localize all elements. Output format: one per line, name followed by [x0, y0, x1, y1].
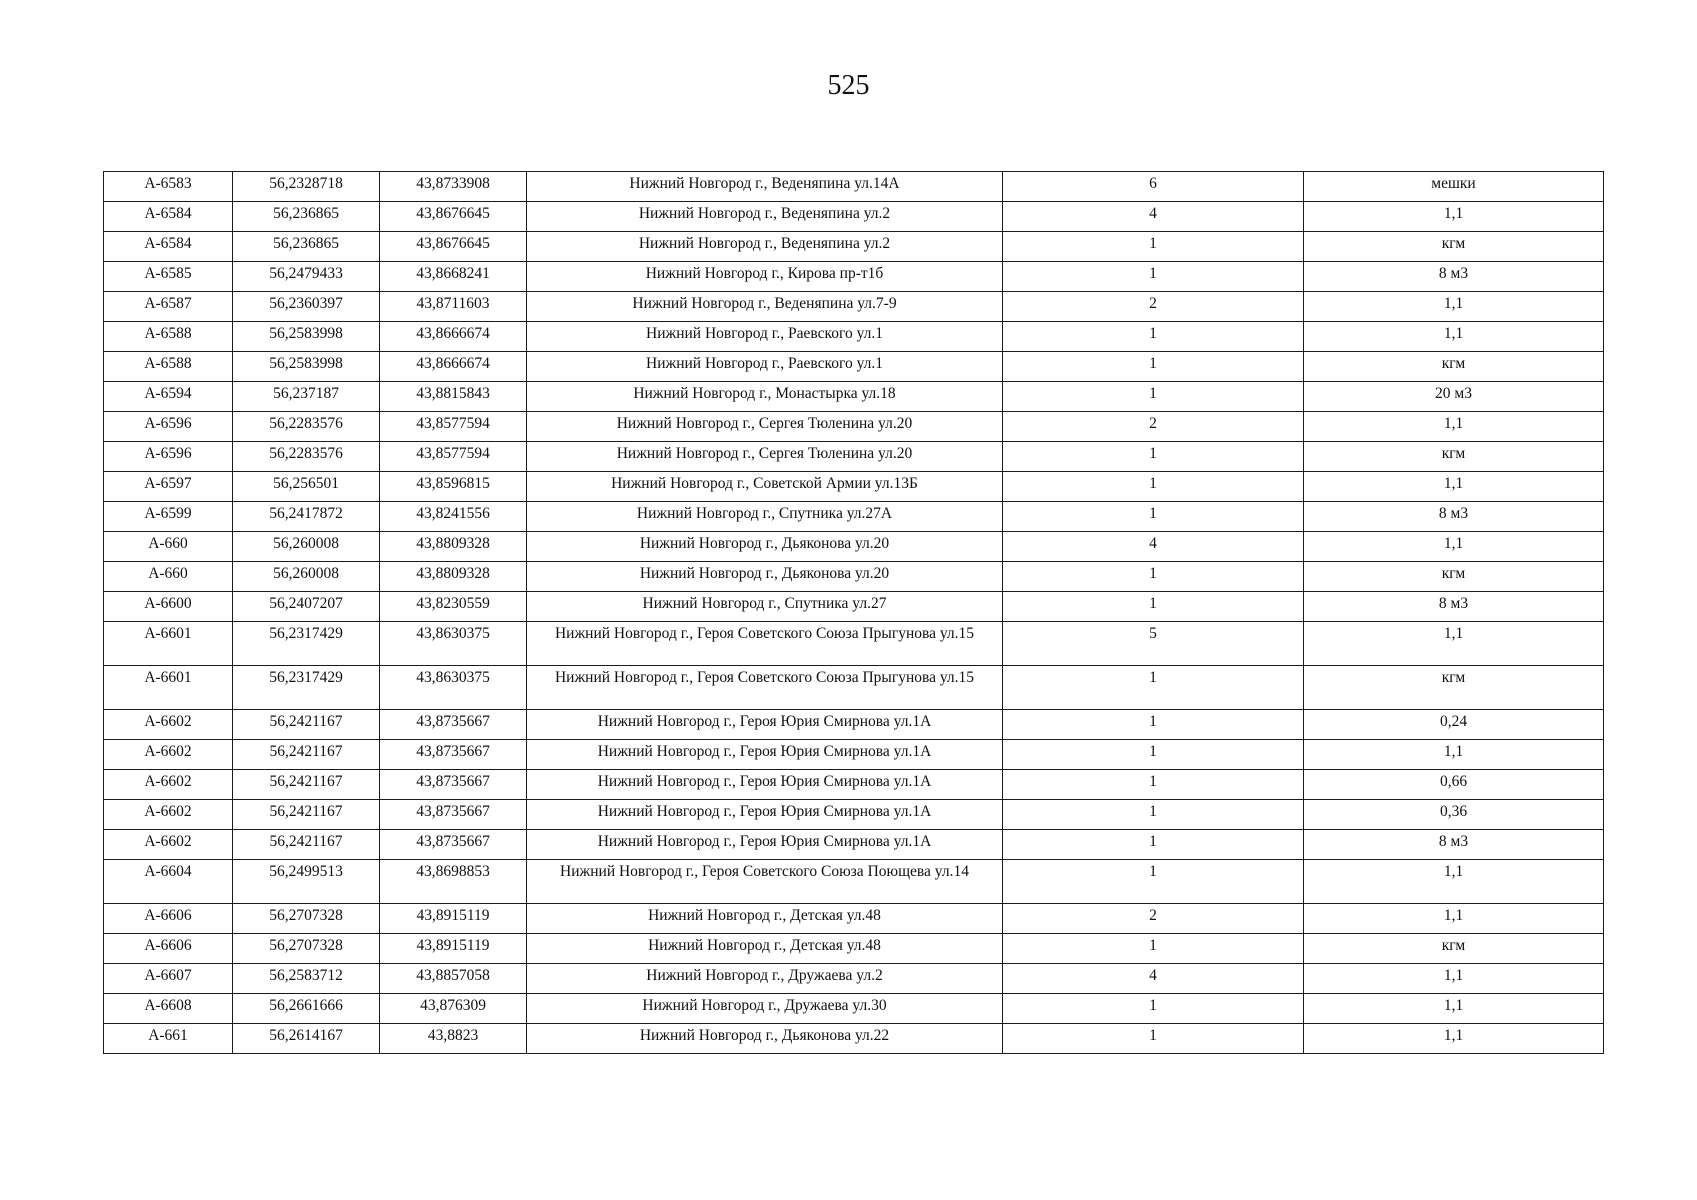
table-row [104, 830, 1604, 860]
container-count-cell: 1 [1003, 472, 1304, 502]
container-volume-cell: кгм [1304, 442, 1604, 472]
address-cell: Нижний Новгород г., Веденяпина ул.2 [527, 202, 1003, 232]
site-id-cell: А-6602 [104, 740, 233, 770]
longitude-cell: 43,8230559 [380, 592, 527, 622]
table-row [104, 710, 1604, 740]
container-count-cell: 1 [1003, 592, 1304, 622]
address-cell: Нижний Новгород г., Сергея Тюленина ул.20 [527, 442, 1003, 472]
container-volume-cell: 1,1 [1304, 202, 1604, 232]
container-volume-cell: 8 м3 [1304, 262, 1604, 292]
latitude-cell: 56,2328718 [233, 172, 380, 202]
site-id-cell: А-661 [104, 1024, 233, 1054]
site-id-cell: А-6588 [104, 352, 233, 382]
container-volume-cell: 0,24 [1304, 710, 1604, 740]
longitude-cell: 43,8823 [380, 1024, 527, 1054]
address-cell: Нижний Новгород г., Детская ул.48 [527, 934, 1003, 964]
table-row [104, 800, 1604, 830]
container-volume-cell: мешки [1304, 172, 1604, 202]
table-row [104, 382, 1604, 412]
latitude-cell: 56,2317429 [233, 622, 380, 666]
longitude-cell: 43,8698853 [380, 860, 527, 904]
latitude-cell: 56,2421167 [233, 710, 380, 740]
table-row [104, 592, 1604, 622]
latitude-cell: 56,2583998 [233, 352, 380, 382]
latitude-cell: 56,236865 [233, 202, 380, 232]
container-count-cell: 1 [1003, 740, 1304, 770]
table-row [104, 562, 1604, 592]
address-cell: Нижний Новгород г., Героя Юрия Смирнова ул.1А [527, 740, 1003, 770]
container-volume-cell: кгм [1304, 562, 1604, 592]
longitude-cell: 43,8735667 [380, 770, 527, 800]
container-count-cell: 1 [1003, 710, 1304, 740]
container-volume-cell: кгм [1304, 666, 1604, 710]
address-cell: Нижний Новгород г., Спутника ул.27 [527, 592, 1003, 622]
address-cell: Нижний Новгород г., Веденяпина ул.2 [527, 232, 1003, 262]
table-row [104, 532, 1604, 562]
longitude-cell: 43,8735667 [380, 740, 527, 770]
address-cell: Нижний Новгород г., Детская ул.48 [527, 904, 1003, 934]
container-volume-cell: 1,1 [1304, 322, 1604, 352]
longitude-cell: 43,876309 [380, 994, 527, 1024]
container-volume-cell: 1,1 [1304, 994, 1604, 1024]
table-row [104, 202, 1604, 232]
table-row [104, 502, 1604, 532]
container-volume-cell: 1,1 [1304, 472, 1604, 502]
container-count-cell: 6 [1003, 172, 1304, 202]
longitude-cell: 43,8815843 [380, 382, 527, 412]
container-volume-cell: 0,66 [1304, 770, 1604, 800]
address-cell: Нижний Новгород г., Веденяпина ул.7-9 [527, 292, 1003, 322]
site-id-cell: А-6584 [104, 232, 233, 262]
container-count-cell: 4 [1003, 532, 1304, 562]
address-cell: Нижний Новгород г., Раевского ул.1 [527, 322, 1003, 352]
container-volume-cell: 8 м3 [1304, 830, 1604, 860]
site-id-cell: А-6604 [104, 860, 233, 904]
longitude-cell: 43,8666674 [380, 322, 527, 352]
longitude-cell: 43,8596815 [380, 472, 527, 502]
address-cell: Нижний Новгород г., Героя Советского Союза Прыгунова ул.15 [527, 622, 1003, 666]
address-cell: Нижний Новгород г., Дьяконова ул.20 [527, 562, 1003, 592]
container-volume-cell: 1,1 [1304, 1024, 1604, 1054]
container-count-cell: 1 [1003, 352, 1304, 382]
table-row [104, 934, 1604, 964]
latitude-cell: 56,2283576 [233, 412, 380, 442]
address-cell: Нижний Новгород г., Дружаева ул.30 [527, 994, 1003, 1024]
site-id-cell: А-6606 [104, 904, 233, 934]
container-count-cell: 1 [1003, 382, 1304, 412]
site-id-cell: А-6602 [104, 710, 233, 740]
table-row [104, 1024, 1604, 1054]
site-id-cell: А-6606 [104, 934, 233, 964]
site-id-cell: А-6588 [104, 322, 233, 352]
table-row [104, 860, 1604, 904]
table-row [104, 172, 1604, 202]
container-count-cell: 1 [1003, 322, 1304, 352]
container-volume-cell: 1,1 [1304, 622, 1604, 666]
latitude-cell: 56,2417872 [233, 502, 380, 532]
latitude-cell: 56,2707328 [233, 934, 380, 964]
longitude-cell: 43,8676645 [380, 232, 527, 262]
table-body [104, 172, 1604, 1054]
container-count-cell: 1 [1003, 860, 1304, 904]
longitude-cell: 43,8676645 [380, 202, 527, 232]
address-cell: Нижний Новгород г., Советской Армии ул.13Б [527, 472, 1003, 502]
container-volume-cell: 1,1 [1304, 964, 1604, 994]
site-id-cell: А-6596 [104, 442, 233, 472]
longitude-cell: 43,8735667 [380, 710, 527, 740]
container-volume-cell: кгм [1304, 232, 1604, 262]
container-volume-cell: 1,1 [1304, 292, 1604, 322]
longitude-cell: 43,8809328 [380, 532, 527, 562]
site-id-cell: А-6601 [104, 666, 233, 710]
table-row [104, 904, 1604, 934]
address-cell: Нижний Новгород г., Спутника ул.27А [527, 502, 1003, 532]
container-volume-cell: 0,36 [1304, 800, 1604, 830]
site-id-cell: А-6585 [104, 262, 233, 292]
site-id-cell: А-6602 [104, 800, 233, 830]
container-count-cell: 1 [1003, 934, 1304, 964]
container-count-cell: 5 [1003, 622, 1304, 666]
longitude-cell: 43,8809328 [380, 562, 527, 592]
container-volume-cell: 1,1 [1304, 740, 1604, 770]
table-row [104, 412, 1604, 442]
latitude-cell: 56,2360397 [233, 292, 380, 322]
site-id-cell: А-6600 [104, 592, 233, 622]
address-cell: Нижний Новгород г., Героя Советского Союза Поющева ул.14 [527, 860, 1003, 904]
address-cell: Нижний Новгород г., Дьяконова ул.20 [527, 532, 1003, 562]
latitude-cell: 56,2421167 [233, 770, 380, 800]
container-volume-cell: 1,1 [1304, 412, 1604, 442]
latitude-cell: 56,2614167 [233, 1024, 380, 1054]
address-cell: Нижний Новгород г., Героя Юрия Смирнова ул.1А [527, 770, 1003, 800]
latitude-cell: 56,2479433 [233, 262, 380, 292]
container-count-cell: 1 [1003, 666, 1304, 710]
address-cell: Нижний Новгород г., Веденяпина ул.14А [527, 172, 1003, 202]
longitude-cell: 43,8711603 [380, 292, 527, 322]
container-volume-cell: 1,1 [1304, 532, 1604, 562]
longitude-cell: 43,8668241 [380, 262, 527, 292]
longitude-cell: 43,8577594 [380, 412, 527, 442]
site-id-cell: А-660 [104, 532, 233, 562]
latitude-cell: 56,2707328 [233, 904, 380, 934]
address-cell: Нижний Новгород г., Героя Юрия Смирнова ул.1А [527, 830, 1003, 860]
longitude-cell: 43,8666674 [380, 352, 527, 382]
site-id-cell: А-6594 [104, 382, 233, 412]
latitude-cell: 56,2583712 [233, 964, 380, 994]
address-cell: Нижний Новгород г., Дьяконова ул.22 [527, 1024, 1003, 1054]
site-id-cell: А-6608 [104, 994, 233, 1024]
container-count-cell: 1 [1003, 1024, 1304, 1054]
container-count-cell: 4 [1003, 964, 1304, 994]
longitude-cell: 43,8857058 [380, 964, 527, 994]
latitude-cell: 56,2421167 [233, 830, 380, 860]
latitude-cell: 56,2421167 [233, 800, 380, 830]
container-volume-cell: 1,1 [1304, 904, 1604, 934]
container-count-cell: 1 [1003, 232, 1304, 262]
latitude-cell: 56,2421167 [233, 740, 380, 770]
address-cell: Нижний Новгород г., Кирова пр-т1б [527, 262, 1003, 292]
table-row [104, 352, 1604, 382]
container-count-cell: 1 [1003, 502, 1304, 532]
address-cell: Нижний Новгород г., Монастырка ул.18 [527, 382, 1003, 412]
table-row [104, 994, 1604, 1024]
site-id-cell: А-6599 [104, 502, 233, 532]
site-id-cell: А-6601 [104, 622, 233, 666]
table-row [104, 322, 1604, 352]
latitude-cell: 56,260008 [233, 532, 380, 562]
address-cell: Нижний Новгород г., Дружаева ул.2 [527, 964, 1003, 994]
latitude-cell: 56,236865 [233, 232, 380, 262]
longitude-cell: 43,8733908 [380, 172, 527, 202]
container-count-cell: 1 [1003, 562, 1304, 592]
table-row [104, 292, 1604, 322]
longitude-cell: 43,8735667 [380, 800, 527, 830]
container-count-cell: 1 [1003, 770, 1304, 800]
container-count-cell: 2 [1003, 904, 1304, 934]
table-row [104, 770, 1604, 800]
longitude-cell: 43,8915119 [380, 904, 527, 934]
table-row [104, 442, 1604, 472]
container-volume-cell: 1,1 [1304, 860, 1604, 904]
site-id-cell: А-660 [104, 562, 233, 592]
page-number: 525 [827, 70, 870, 101]
site-id-cell: А-6583 [104, 172, 233, 202]
longitude-cell: 43,8630375 [380, 622, 527, 666]
container-count-cell: 4 [1003, 202, 1304, 232]
latitude-cell: 56,2661666 [233, 994, 380, 1024]
site-id-cell: А-6584 [104, 202, 233, 232]
latitude-cell: 56,2283576 [233, 442, 380, 472]
site-id-cell: А-6602 [104, 830, 233, 860]
container-volume-cell: 8 м3 [1304, 592, 1604, 622]
latitude-cell: 56,2317429 [233, 666, 380, 710]
container-volume-cell: 20 м3 [1304, 382, 1604, 412]
latitude-cell: 56,2407207 [233, 592, 380, 622]
container-volume-cell: кгм [1304, 934, 1604, 964]
longitude-cell: 43,8735667 [380, 830, 527, 860]
latitude-cell: 56,260008 [233, 562, 380, 592]
address-cell: Нижний Новгород г., Героя Советского Союза Прыгунова ул.15 [527, 666, 1003, 710]
latitude-cell: 56,2583998 [233, 322, 380, 352]
container-count-cell: 2 [1003, 292, 1304, 322]
container-count-cell: 1 [1003, 994, 1304, 1024]
site-id-cell: А-6607 [104, 964, 233, 994]
table-row [104, 740, 1604, 770]
longitude-cell: 43,8241556 [380, 502, 527, 532]
table-row [104, 472, 1604, 502]
table-row [104, 622, 1604, 666]
container-volume-cell: 8 м3 [1304, 502, 1604, 532]
site-id-cell: А-6587 [104, 292, 233, 322]
address-cell: Нижний Новгород г., Героя Юрия Смирнова ул.1А [527, 710, 1003, 740]
address-cell: Нижний Новгород г., Сергея Тюленина ул.20 [527, 412, 1003, 442]
address-cell: Нижний Новгород г., Раевского ул.1 [527, 352, 1003, 382]
container-count-cell: 2 [1003, 412, 1304, 442]
container-count-cell: 1 [1003, 262, 1304, 292]
container-count-cell: 1 [1003, 442, 1304, 472]
table-row [104, 666, 1604, 710]
waste-site-table [103, 171, 1604, 1054]
address-cell: Нижний Новгород г., Героя Юрия Смирнова ул.1А [527, 800, 1003, 830]
longitude-cell: 43,8915119 [380, 934, 527, 964]
latitude-cell: 56,256501 [233, 472, 380, 502]
table-row [104, 262, 1604, 292]
container-count-cell: 1 [1003, 800, 1304, 830]
latitude-cell: 56,2499513 [233, 860, 380, 904]
container-volume-cell: кгм [1304, 352, 1604, 382]
table-row [104, 232, 1604, 262]
table-row [104, 964, 1604, 994]
site-id-cell: А-6596 [104, 412, 233, 442]
longitude-cell: 43,8630375 [380, 666, 527, 710]
container-count-cell: 1 [1003, 830, 1304, 860]
site-id-cell: А-6602 [104, 770, 233, 800]
longitude-cell: 43,8577594 [380, 442, 527, 472]
latitude-cell: 56,237187 [233, 382, 380, 412]
site-id-cell: А-6597 [104, 472, 233, 502]
